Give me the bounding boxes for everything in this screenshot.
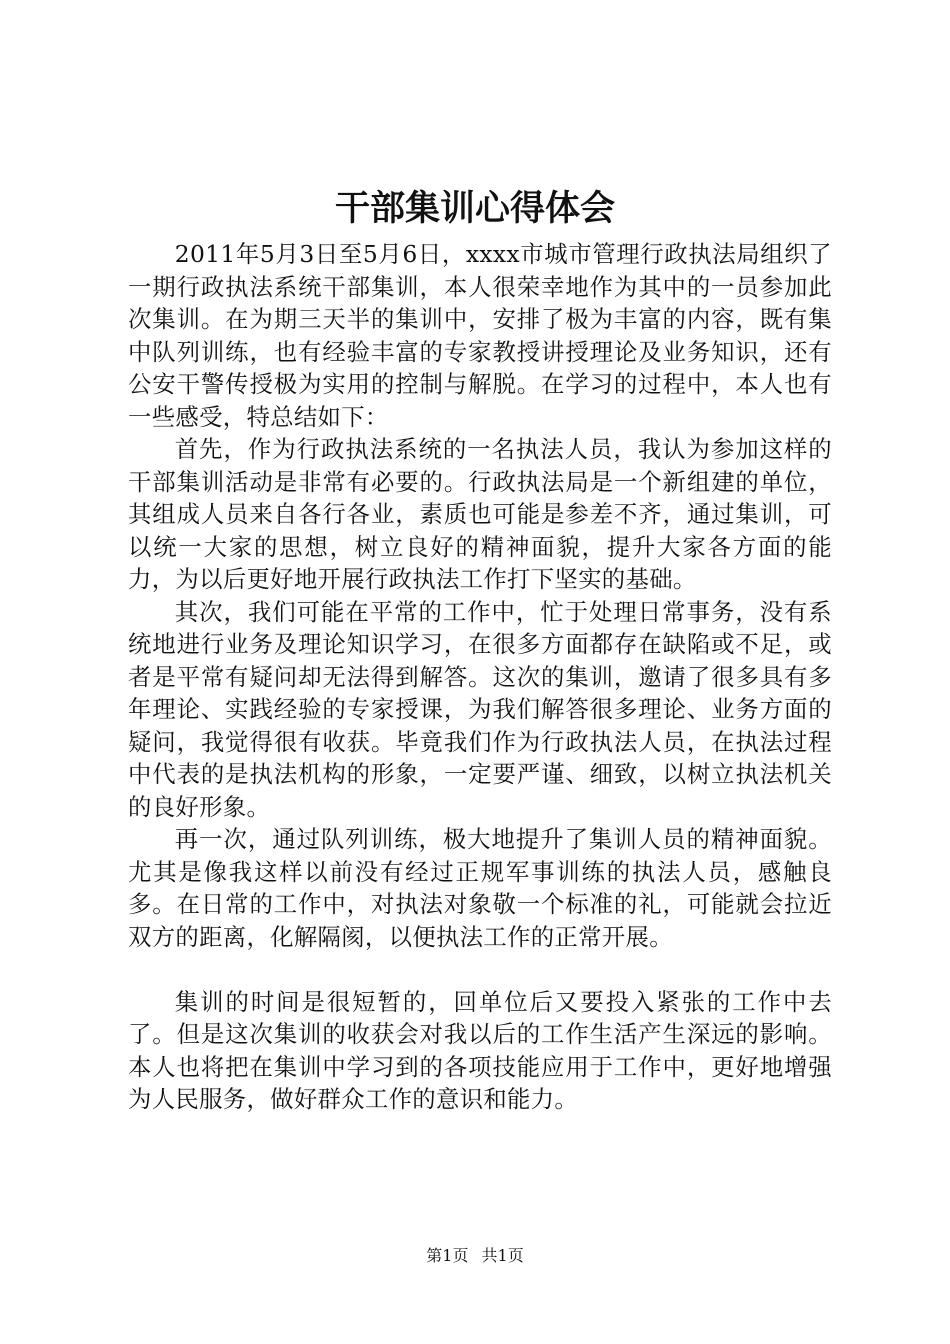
paragraph-conclusion: 集训的时间是很短暂的，回单位后又要投入紧张的工作中去了。但是这次集训的收获会对我以后的工作生活产生深远的影响。本人也将把在集训中学习到的各项技能应用于工作中，更好地增强为人民服务，做好群众工作的意识和能力。 [128,987,832,1113]
document-title: 干部集训心得体会 [334,188,615,229]
document-body [128,238,832,1116]
paragraph-intro: 2011年5月3日至5月6日，xxxx市城市管理行政执法局组织了一期行政执法系统干部集训，本人很荣幸地作为其中的一员参加此次集训。在为期三天半的集训中，安排了极为丰富的内容，既有集中队列训练，也有经验丰富的专家教授讲授理论及业务知识，还有公安干警传授极为实用的控制与解脱。在学习的过程中，本人也有一些感受，特总结如下： [128,240,832,431]
paragraph-second-point: 其次，我们可能在平常的工作中，忙于处理日常事务，没有系统地进行业务及理论知识学习，在很多方面都存在缺陷或不足，或者是平常有疑问却无法得到解答。这次的集训，邀请了很多具有多年理论、实践经验的专家授课，为我们解答很多理论、业务方面的疑问，我觉得很有收获。毕竟我们作为行政执法人员，在执法过程中代表的是执法机构的形象，一定要严谨、细致，以树立执法机关的良好形象。 [128,597,832,821]
page-footer [0,1245,950,1267]
paragraph-third-point: 再一次，通过队列训练，极大地提升了集训人员的精神面貌。尤其是像我这样以前没有经过正规军事训练的执法人员，感触良多。在日常的工作中，对执法对象敬一个标准的礼，可能就会拉近双方的距离，化解隔阂，以便执法工作的正常开展。 [128,825,832,951]
page-total: 共1页 [481,1246,524,1265]
paragraph-first-point: 首先，作为行政执法系统的一名执法人员，我认为参加这样的干部集训活动是非常有必要的。行政执法局是一个新组建的单位，其组成人员来自各行各业，素质也可能是参差不齐，通过集训，可以统一大家的思想，树立良好的精神面貌，提升大家各方面的能力，为以后更好地开展行政执法工作打下坚实的基础。 [128,435,832,593]
page-number: 第1页 [426,1246,469,1265]
